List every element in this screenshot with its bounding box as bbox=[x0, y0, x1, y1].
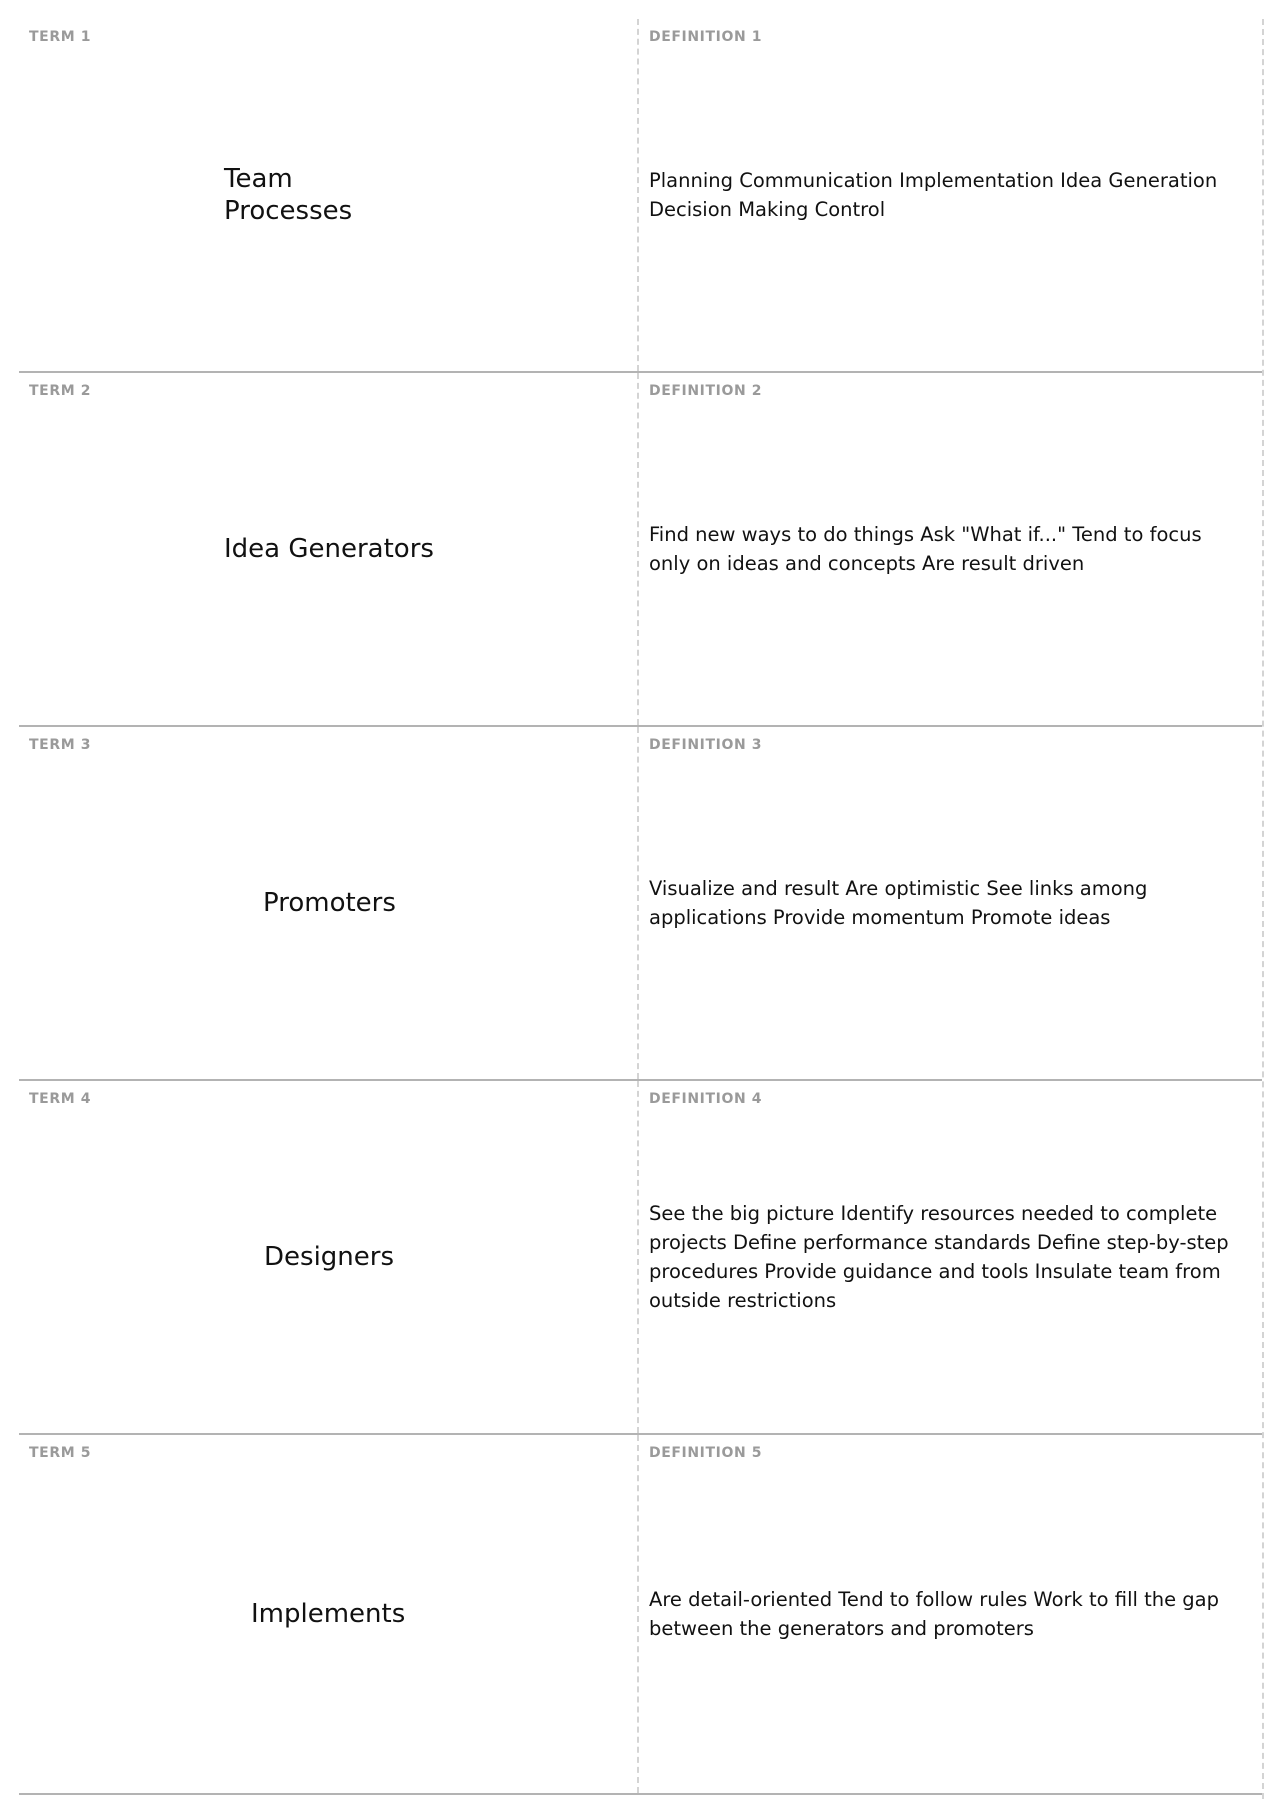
definition-label-1: DEFINITION 1 bbox=[649, 29, 763, 45]
definition-text-5: Are detail-oriented Tend to follow rules Work to fill the gap between the generators and promoters bbox=[649, 1588, 1220, 1640]
definition-label-2: DEFINITION 2 bbox=[649, 383, 763, 399]
definition-label-3: DEFINITION 3 bbox=[649, 737, 763, 753]
term-label-2: TERM 2 bbox=[29, 383, 92, 399]
term-text-4: Designers bbox=[264, 1242, 394, 1272]
definition-cell-1 bbox=[639, 19, 1262, 371]
term-text-2: Idea Generators bbox=[224, 534, 434, 564]
flashcard-row-1 bbox=[19, 19, 1262, 373]
term-cell-4 bbox=[19, 1081, 639, 1433]
term-label-3: TERM 3 bbox=[29, 737, 92, 753]
definition-text-2: Find new ways to do things Ask "What if..." Tend to focus only on ideas and concepts Are result driven bbox=[649, 523, 1202, 575]
term-label-4: TERM 4 bbox=[29, 1091, 92, 1107]
definition-text-4: See the big picture Identify resources needed to complete projects Define performance standards Define step-by-step procedures Provide guidance and tools Insulate team from outside restrictions bbox=[649, 1202, 1229, 1312]
term-text-1: Team Processes bbox=[224, 164, 353, 226]
flashcard-row-2 bbox=[19, 373, 1262, 727]
term-label-5: TERM 5 bbox=[29, 1445, 92, 1461]
definition-cell-2 bbox=[639, 373, 1262, 725]
definition-label-5: DEFINITION 5 bbox=[649, 1445, 763, 1461]
term-text-3: Promoters bbox=[263, 888, 396, 918]
flashcard-row-5 bbox=[19, 1435, 1262, 1795]
term-text-5: Implements bbox=[251, 1599, 406, 1629]
definition-text-3: Visualize and result Are optimistic See links among applications Provide momentum Promote ideas bbox=[649, 877, 1148, 929]
definition-text-1: Planning Communication Implementation Idea Generation Decision Making Control bbox=[649, 169, 1218, 221]
definition-label-4: DEFINITION 4 bbox=[649, 1091, 763, 1107]
term-cell-2 bbox=[19, 373, 639, 725]
term-label-1: TERM 1 bbox=[29, 29, 92, 45]
definition-cell-4 bbox=[639, 1081, 1262, 1433]
flashcard-sheet bbox=[19, 19, 1264, 1799]
definition-cell-3 bbox=[639, 727, 1262, 1079]
term-cell-3 bbox=[19, 727, 639, 1079]
flashcard-row-4 bbox=[19, 1081, 1262, 1435]
term-cell-5 bbox=[19, 1435, 639, 1793]
term-cell-1 bbox=[19, 19, 639, 371]
flashcard-row-3 bbox=[19, 727, 1262, 1081]
definition-cell-5 bbox=[639, 1435, 1262, 1793]
